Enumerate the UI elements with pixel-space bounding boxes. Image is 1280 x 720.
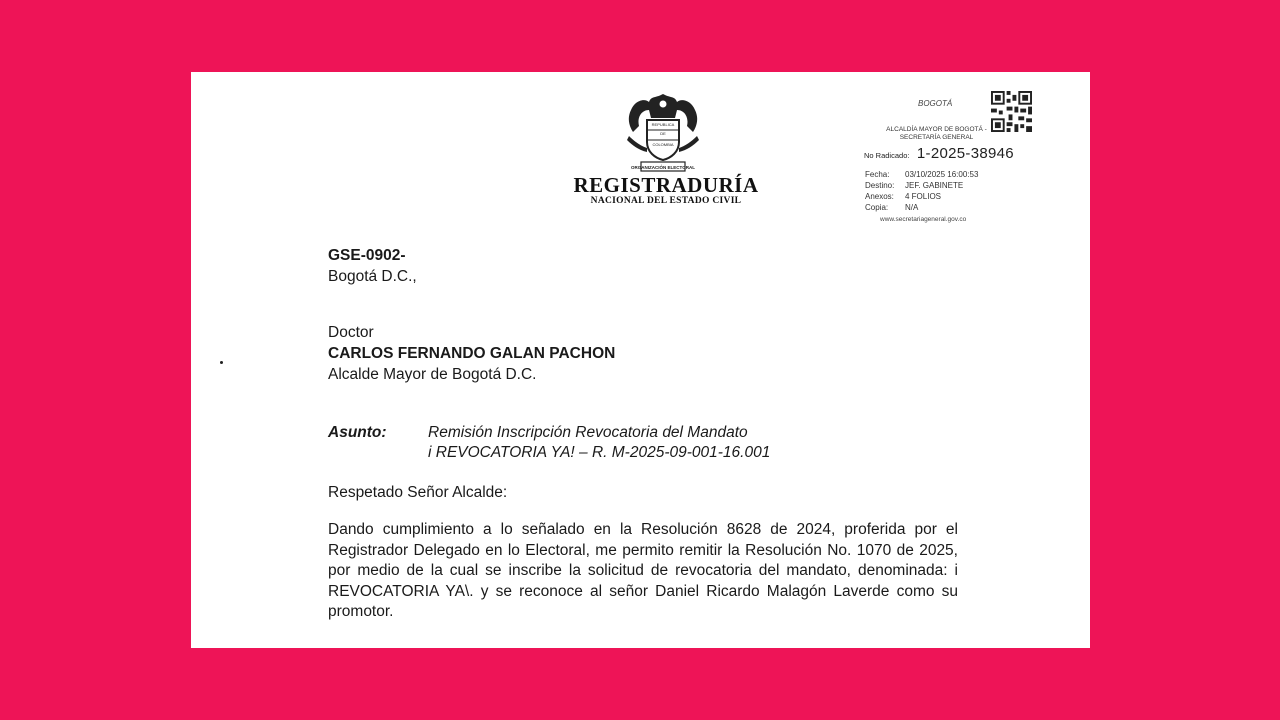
stamp-field-anexos: Anexos: 4 FOLIOS	[865, 192, 942, 201]
svg-text:ORGANIZACIÓN ELECTORAL: ORGANIZACIÓN ELECTORAL	[631, 165, 695, 170]
subject-line-1: Remisión Inscripción Revocatoria del Mandato	[428, 424, 748, 441]
subject-line-2: i REVOCATORIA YA! – R. M-2025-09-001-16.001	[428, 444, 771, 461]
city-line: Bogotá D.C.,	[328, 268, 417, 285]
reference-number: GSE-0902-	[328, 247, 406, 264]
greeting: Respetado Señor Alcalde:	[328, 484, 508, 501]
radicado-label: No Radicado:	[864, 151, 910, 160]
radicado-number: 1-2025-38946	[916, 145, 1014, 162]
svg-text:REPUBLICA: REPUBLICA	[651, 122, 675, 127]
organization-name: REGISTRADURÍA	[573, 173, 759, 197]
svg-text:COLOMBIA: COLOMBIA	[652, 142, 674, 147]
stamp-website: www.secretariageneral.gov.co	[880, 216, 967, 223]
coat-of-arms-emblem	[621, 92, 705, 178]
stamp-field-fecha: Fecha: 03/10/2025 16:00:53	[865, 170, 979, 179]
svg-text:DE: DE	[660, 131, 666, 136]
radicado-row	[864, 145, 1014, 163]
salutation: Doctor	[328, 324, 374, 341]
subject-label: Asunto:	[328, 424, 387, 441]
recipient-name: CARLOS FERNANDO GALAN PACHON	[328, 345, 616, 362]
bogota-logo: BOGOTÁ	[918, 99, 953, 108]
stamp-fields	[865, 169, 978, 213]
stamp-field-destino: Destino: JEF. GABINETE	[865, 181, 964, 190]
stamp-entity: ALCALDÍA MAYOR DE BOGOTÁ - SECRETARÍA GENERAL	[886, 126, 987, 141]
stamp-field-copia: Copia: N/A	[865, 203, 919, 212]
body-paragraph: Dando cumplimiento a lo señalado en la Resolución 8628 de 2024, proferida por el Registrador Delegado en lo Electoral, me permito remitir la Resolución No. 1070 de 2025, por medio de la cual se inscribe la solicitud de revocatoria del mandato, denominada: i REVOCATORIA YA\. y se reconoce al señor Daniel Ricardo Malagón Laverde como su promotor.	[328, 521, 958, 620]
recipient-position: Alcalde Mayor de Bogotá D.C.	[328, 366, 537, 383]
letter-page	[191, 72, 1090, 648]
scan-mark	[220, 361, 223, 364]
organization-subtitle: NACIONAL DEL ESTADO CIVIL	[590, 196, 742, 206]
